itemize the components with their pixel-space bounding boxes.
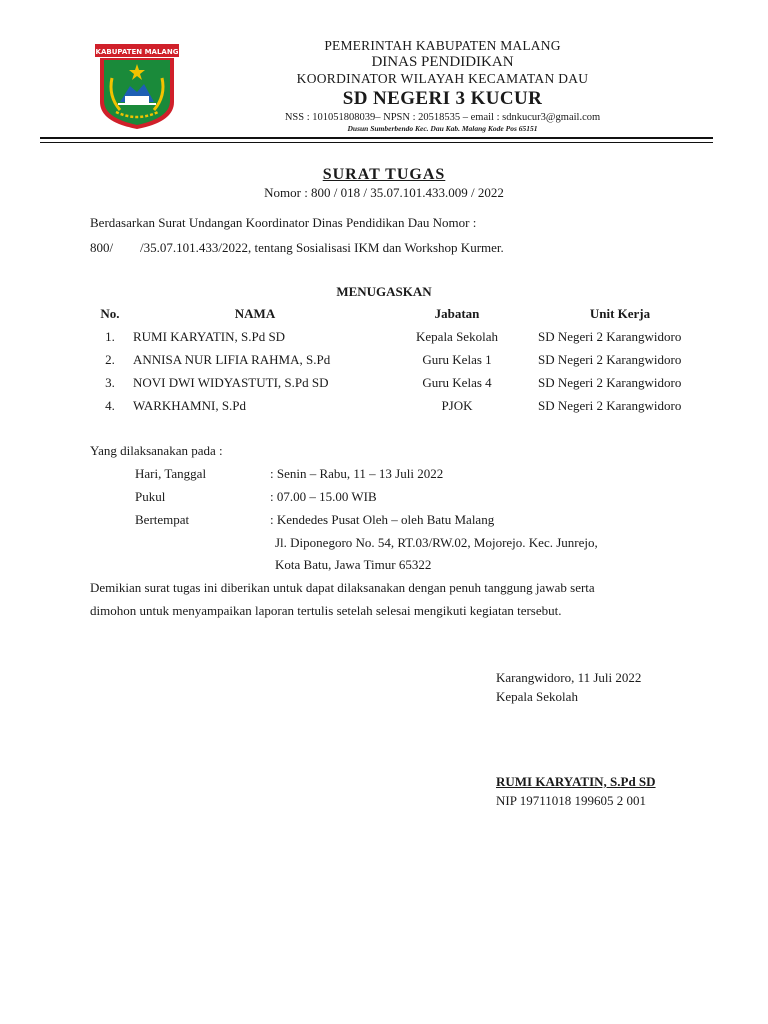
row-nama: WARKHAMNI, S.Pd — [133, 398, 247, 413]
tempat-label: Bertempat — [135, 512, 190, 527]
row-jabatan: Guru Kelas 4 — [422, 375, 492, 390]
signature-place-date: Karangwidoro, 11 Juli 2022 — [496, 670, 642, 685]
letterhead-school-name: SD NEGERI 3 KUCUR — [342, 88, 543, 109]
table-header-no: No. — [100, 306, 120, 321]
row-jabatan: PJOK — [441, 398, 473, 413]
table-header-jabatan: Jabatan — [434, 306, 480, 321]
row-no: 1. — [105, 329, 115, 344]
tempat-address-line: Jl. Diponegoro No. 54, RT.03/RW.02, Mojorejo. Kec. Junrejo, — [275, 535, 598, 550]
closing-line-1: Demikian surat tugas ini diberikan untuk dapat dilaksanakan dengan penuh tanggung jawab serta — [90, 580, 595, 595]
row-jabatan: Guru Kelas 1 — [422, 352, 492, 367]
svg-text:KABUPATEN MALANG: KABUPATEN MALANG — [95, 48, 179, 56]
row-nama: ANNISA NUR LIFIA RAHMA, S.Pd — [133, 352, 331, 367]
row-nama: RUMI KARYATIN, S.Pd SD — [133, 329, 286, 344]
document-number: Nomor : 800 / 018 / 35.07.101.433.009 / 2022 — [264, 185, 504, 200]
row-jabatan: Kepala Sekolah — [416, 329, 498, 344]
letterhead-divider-thick — [40, 137, 713, 139]
signature-nip: NIP 19711018 199605 2 001 — [496, 793, 646, 808]
signature-role: Kepala Sekolah — [496, 689, 578, 704]
closing-line-2: dimohon untuk menyampaikan laporan tertulis setelah selesai mengikuti kegiatan tersebut. — [90, 603, 562, 618]
table-header-unit: Unit Kerja — [589, 306, 651, 321]
letterhead-divider-thin — [40, 142, 713, 143]
row-unit: SD Negeri 2 Karangwidoro — [538, 352, 682, 367]
letterhead-coordinator: KOORDINATOR WILAYAH KECAMATAN DAU — [296, 71, 589, 86]
intro-line-2-text: /35.07.101.433/2022, tentang Sosialisasi IKM dan Workshop Kurmer. — [140, 240, 504, 255]
letterhead-ids: NSS : 101051808039– NPSN : 20518535 – email : sdnkucur3@gmail.com — [284, 112, 601, 123]
signature-name: RUMI KARYATIN, S.Pd SD — [496, 774, 656, 789]
intro-line-2-number: 800/ — [90, 240, 114, 255]
tempat-address-city: Kota Batu, Jawa Timur 65322 — [275, 557, 432, 572]
pelaksanaan-intro: Yang dilaksanakan pada : — [90, 443, 223, 458]
document-title: SURAT TUGAS — [322, 166, 446, 183]
hari-value: : Senin – Rabu, 11 – 13 Juli 2022 — [270, 466, 444, 481]
row-no: 4. — [105, 398, 115, 413]
kabupaten-malang-logo — [94, 42, 180, 130]
hari-label: Hari, Tanggal — [135, 466, 207, 481]
letterhead-agency: DINAS PENDIDIKAN — [371, 54, 514, 70]
pukul-value: : 07.00 – 15.00 WIB — [270, 489, 377, 504]
row-unit: SD Negeri 2 Karangwidoro — [538, 375, 682, 390]
letterhead-address: Dusun Sumberbendo Kec. Dau Kab. Malang Kode Pos 65151 — [347, 124, 538, 133]
pukul-label: Pukul — [135, 489, 166, 504]
row-no: 2. — [105, 352, 115, 367]
row-nama: NOVI DWI WIDYASTUTI, S.Pd SD — [133, 375, 329, 390]
letterhead-government: PEMERINTAH KABUPATEN MALANG — [324, 38, 561, 53]
letterhead — [215, 38, 670, 134]
intro-line-1: Berdasarkan Surat Undangan Koordinator Dinas Pendidikan Dau Nomor : — [90, 215, 477, 230]
tempat-value: : Kendedes Pusat Oleh – oleh Batu Malang — [270, 512, 495, 527]
row-no: 3. — [105, 375, 115, 390]
row-unit: SD Negeri 2 Karangwidoro — [538, 398, 682, 413]
table-header-nama: NAMA — [234, 306, 276, 321]
row-unit: SD Negeri 2 Karangwidoro — [538, 329, 682, 344]
menugaskan-heading: MENUGASKAN — [336, 284, 432, 299]
